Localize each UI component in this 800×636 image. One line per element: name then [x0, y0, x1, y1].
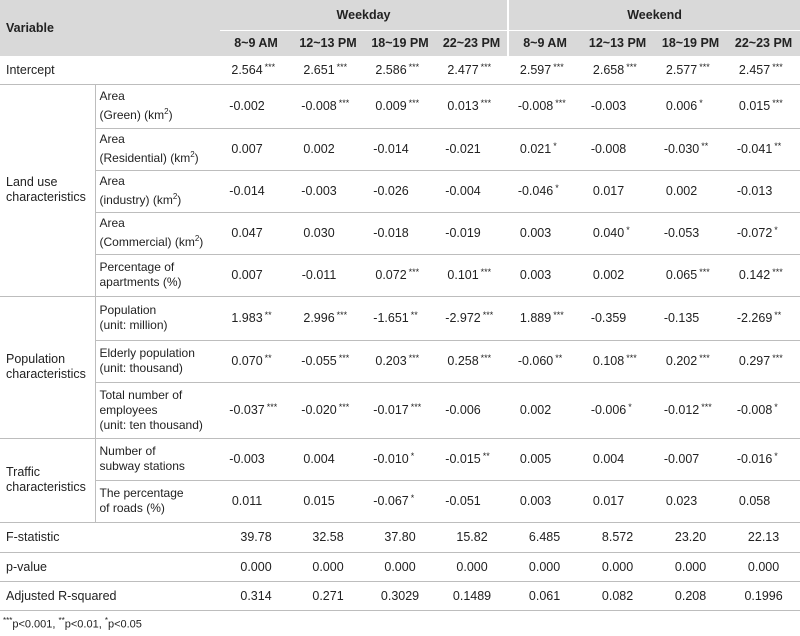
- significance-mark: ***: [626, 353, 637, 363]
- stat-value: 8.572: [581, 522, 654, 552]
- coefficient-value: -0.012: [663, 403, 700, 417]
- coefficient-value: 0.002: [519, 403, 552, 417]
- stat-value: 0.208: [654, 581, 727, 610]
- coefficient-value: 0.005: [519, 452, 552, 466]
- coefficient-cell: [364, 480, 436, 522]
- coefficient-value: 0.070: [231, 354, 263, 368]
- time-header: 12~13 PM: [581, 30, 654, 56]
- stat-value: 0.1489: [436, 581, 508, 610]
- coefficient-cell: [581, 56, 654, 84]
- coefficient-cell: [727, 340, 800, 382]
- significance-mark: *: [699, 98, 703, 108]
- coefficient-value: -0.003: [229, 452, 265, 466]
- coefficient-value: -0.135: [663, 311, 700, 325]
- time-header: 12~13 PM: [292, 30, 364, 56]
- coefficient-cell: [581, 480, 654, 522]
- coefficient-cell: [508, 340, 581, 382]
- significance-mark: *: [410, 493, 415, 503]
- coefficient-value: -0.030: [663, 142, 700, 156]
- significance-mark: *: [555, 183, 559, 193]
- significance-mark: ***: [701, 402, 712, 412]
- category-label: Traffic characteristics: [0, 438, 95, 522]
- variable-label: Percentage of apartments (%): [95, 254, 220, 296]
- coefficient-value: 2.477: [447, 62, 479, 77]
- time-header: 18~19 PM: [364, 30, 436, 56]
- coefficient-cell: [508, 84, 581, 128]
- coefficient-value: -0.017: [373, 403, 409, 417]
- coefficient-cell: [727, 254, 800, 296]
- coefficient-cell: [727, 438, 800, 480]
- coefficient-cell: [436, 212, 508, 254]
- coefficient-value: -0.014: [229, 184, 265, 198]
- coefficient-value: -0.055: [301, 354, 337, 368]
- coefficient-cell: [364, 296, 436, 340]
- stat-value: 0.3029: [364, 581, 436, 610]
- coefficient-value: 0.108: [592, 354, 625, 368]
- significance-mark: **: [774, 310, 782, 320]
- coefficient-value: 0.017: [592, 184, 625, 198]
- stat-value: 0.000: [220, 552, 292, 581]
- coefficient-value: 2.457: [738, 62, 771, 77]
- coefficient-value: 0.021: [519, 142, 552, 156]
- coefficient-cell: [364, 438, 436, 480]
- coefficient-cell: [292, 84, 364, 128]
- significance-mark: ***: [626, 61, 637, 72]
- coefficient-cell: [364, 212, 436, 254]
- stat-value: 0.000: [292, 552, 364, 581]
- coefficient-cell: [654, 382, 727, 438]
- significance-mark: ***: [699, 353, 710, 363]
- significance-mark: *: [628, 402, 632, 412]
- significance-mark: ***: [699, 61, 710, 72]
- coefficient-value: 0.009: [375, 99, 407, 113]
- coefficient-cell: [436, 296, 508, 340]
- significance-mark: ***: [480, 353, 492, 363]
- coefficient-cell: [364, 128, 436, 170]
- coefficient-cell: [220, 340, 292, 382]
- significance-mark: ***: [553, 310, 564, 320]
- coefficient-value: 0.003: [519, 268, 552, 282]
- coefficient-cell: [220, 56, 292, 84]
- coefficient-cell: [508, 438, 581, 480]
- coefficient-cell: [436, 170, 508, 212]
- table-row: [0, 296, 800, 340]
- category-label: Population characteristics: [0, 296, 95, 438]
- stat-value: 0.000: [654, 552, 727, 581]
- coefficient-cell: [220, 296, 292, 340]
- time-header: 18~19 PM: [654, 30, 727, 56]
- coefficient-cell: [292, 56, 364, 84]
- coefficient-value: 0.003: [519, 226, 552, 240]
- category-label: Land use characteristics: [0, 84, 95, 296]
- significance-mark: **: [264, 310, 272, 320]
- coefficient-value: 0.023: [665, 494, 698, 508]
- coefficient-cell: [654, 84, 727, 128]
- coefficient-value: -0.051: [445, 494, 481, 508]
- significance-mark: **: [264, 353, 272, 363]
- coefficient-cell: [364, 56, 436, 84]
- coefficient-value: 0.002: [303, 142, 335, 156]
- stat-value: 0.082: [581, 581, 654, 610]
- coefficient-value: -0.007: [663, 452, 700, 466]
- coefficient-value: 2.597: [519, 62, 552, 77]
- significance-mark: *: [410, 451, 415, 461]
- coefficient-value: -0.011: [301, 268, 337, 282]
- variable-label: The percentage of roads (%): [95, 480, 220, 522]
- coefficient-value: -0.006: [590, 403, 627, 417]
- significance-mark: *: [774, 225, 778, 235]
- coefficient-value: 0.003: [519, 494, 552, 508]
- coefficient-value: -0.006: [445, 403, 481, 417]
- table-row: [0, 212, 800, 254]
- coefficient-value: 1.983: [231, 311, 263, 325]
- coefficient-value: 2.577: [665, 62, 698, 77]
- significance-mark: ***: [410, 402, 422, 412]
- stat-value: 22.13: [727, 522, 800, 552]
- coefficient-cell: [436, 254, 508, 296]
- coefficient-cell: [436, 56, 508, 84]
- significance-mark: ***: [338, 353, 350, 363]
- coefficient-cell: [508, 128, 581, 170]
- significance-mark: *: [774, 451, 778, 461]
- coefficient-cell: [727, 296, 800, 340]
- coefficient-value: -0.053: [663, 226, 700, 240]
- table-row: [0, 552, 800, 581]
- row-label: F-statistic: [0, 522, 220, 552]
- significance-mark: ***: [480, 267, 492, 277]
- coefficient-value: 0.013: [447, 99, 479, 113]
- coefficient-cell: [508, 254, 581, 296]
- coefficient-cell: [727, 480, 800, 522]
- coefficient-cell: [220, 382, 292, 438]
- variable-label: Total number of employees (unit: ten thousand): [95, 382, 220, 438]
- significance-mark: **: [555, 353, 563, 363]
- coefficient-cell: [292, 438, 364, 480]
- significance-mark: ***: [772, 267, 783, 277]
- significance-mark: *: [626, 225, 630, 235]
- coefficient-cell: [581, 84, 654, 128]
- coefficient-value: 0.006: [665, 99, 698, 113]
- coefficient-cell: [727, 84, 800, 128]
- coefficient-value: 0.030: [303, 226, 335, 240]
- coefficient-cell: [292, 480, 364, 522]
- coefficient-cell: [364, 340, 436, 382]
- significance-mark: **: [410, 310, 418, 320]
- coefficient-cell: [508, 382, 581, 438]
- coefficient-value: 0.258: [447, 354, 479, 368]
- coefficient-cell: [436, 382, 508, 438]
- coefficient-value: -0.003: [590, 99, 627, 113]
- coefficient-value: -0.002: [229, 99, 265, 113]
- significance-mark: ***: [772, 353, 783, 363]
- coefficient-cell: [581, 438, 654, 480]
- coefficient-value: -2.972: [445, 311, 481, 325]
- stat-value: 0.271: [292, 581, 364, 610]
- coefficient-value: -0.014: [373, 142, 409, 156]
- stat-value: 0.314: [220, 581, 292, 610]
- coefficient-cell: [292, 212, 364, 254]
- coefficient-value: -0.013: [736, 184, 773, 198]
- coefficient-value: 2.996: [303, 311, 335, 325]
- coefficient-cell: [581, 340, 654, 382]
- weekend-header: Weekend: [508, 0, 800, 30]
- coefficient-value: -0.004: [445, 184, 481, 198]
- significance-mark: ***: [555, 98, 566, 108]
- variable-label: Area (Commercial) $(km^2)$: [95, 212, 220, 254]
- stat-value: 0.000: [364, 552, 436, 581]
- coefficient-cell: [581, 128, 654, 170]
- coefficient-value: -0.015: [445, 452, 481, 466]
- stat-value: 0.000: [727, 552, 800, 581]
- coefficient-value: 0.015: [303, 494, 335, 508]
- coefficient-value: 0.297: [738, 354, 771, 368]
- coefficient-value: 0.015: [738, 99, 771, 113]
- significance-mark: ***: [408, 98, 420, 108]
- coefficient-value: -0.067: [373, 494, 409, 508]
- variable-label: Elderly population (unit: thousand): [95, 340, 220, 382]
- coefficient-cell: [727, 170, 800, 212]
- stat-value: 0.000: [581, 552, 654, 581]
- table-row: [0, 340, 800, 382]
- significance-mark: ***: [699, 267, 710, 277]
- coefficient-value: -0.016: [736, 452, 773, 466]
- table-row: [0, 128, 800, 170]
- table-row: [0, 522, 800, 552]
- significance-mark: ***: [408, 61, 420, 72]
- coefficient-value: -0.010: [373, 452, 409, 466]
- coefficient-cell: [220, 254, 292, 296]
- coefficient-value: 0.011: [231, 494, 263, 508]
- coefficient-cell: [508, 480, 581, 522]
- coefficient-cell: [436, 480, 508, 522]
- coefficient-cell: [654, 170, 727, 212]
- coefficient-value: -0.021: [445, 142, 481, 156]
- stat-value: 32.58: [292, 522, 364, 552]
- significance-mark: **: [482, 451, 490, 461]
- stat-value: 23.20: [654, 522, 727, 552]
- coefficient-cell: [220, 438, 292, 480]
- coefficient-value: -0.060: [517, 354, 554, 368]
- coefficient-cell: [654, 480, 727, 522]
- coefficient-cell: [220, 84, 292, 128]
- table-row: [0, 254, 800, 296]
- coefficient-cell: [436, 128, 508, 170]
- coefficient-cell: [292, 340, 364, 382]
- coefficient-value: -0.008: [301, 99, 337, 113]
- stat-value: 39.78: [220, 522, 292, 552]
- significance-mark: ***: [408, 267, 420, 277]
- weekday-header: Weekday: [220, 0, 508, 30]
- coefficient-cell: [220, 480, 292, 522]
- table-row: [0, 170, 800, 212]
- coefficient-value: -0.018: [373, 226, 409, 240]
- significance-mark: ***: [336, 310, 348, 320]
- coefficient-cell: [220, 170, 292, 212]
- significance-mark: ***: [338, 402, 350, 412]
- coefficient-cell: [436, 340, 508, 382]
- coefficient-value: -0.359: [590, 311, 627, 325]
- coefficient-value: 1.889: [519, 311, 552, 325]
- coefficient-cell: [364, 170, 436, 212]
- variable-label: Population (unit: million): [95, 296, 220, 340]
- significance-mark: **: [701, 141, 709, 151]
- coefficient-cell: [654, 56, 727, 84]
- time-header: 22~23 PM: [727, 30, 800, 56]
- coefficient-value: -0.072: [736, 226, 773, 240]
- table-row: [0, 56, 800, 84]
- coefficient-cell: [436, 84, 508, 128]
- coefficient-value: -0.026: [373, 184, 409, 198]
- significance-mark: ***: [264, 61, 276, 72]
- coefficient-value: -0.008: [736, 403, 773, 417]
- coefficient-value: 0.101: [447, 268, 479, 282]
- coefficient-value: -0.008: [590, 142, 627, 156]
- variable-header: Variable: [0, 0, 220, 56]
- coefficient-cell: [581, 254, 654, 296]
- coefficient-cell: [436, 438, 508, 480]
- time-header: 8~9 AM: [220, 30, 292, 56]
- coefficient-value: 0.202: [665, 354, 698, 368]
- significance-mark: ***: [480, 61, 492, 72]
- coefficient-cell: [292, 128, 364, 170]
- significance-mark: ***: [772, 98, 783, 108]
- coefficient-value: 0.007: [231, 142, 263, 156]
- coefficient-value: -0.008: [517, 99, 554, 113]
- coefficient-cell: [654, 254, 727, 296]
- coefficient-cell: [581, 212, 654, 254]
- significance-mark: ***: [482, 310, 494, 320]
- row-label: p-value: [0, 552, 220, 581]
- table-row: [0, 84, 800, 128]
- significance-mark: ***: [336, 61, 348, 72]
- coefficient-value: -1.651: [373, 311, 409, 325]
- significance-mark: ***: [553, 61, 564, 72]
- coefficient-value: 2.651: [303, 62, 335, 77]
- stat-value: 0.000: [436, 552, 508, 581]
- coefficient-value: 0.017: [592, 494, 625, 508]
- coefficient-cell: [508, 212, 581, 254]
- coefficient-value: -0.037: [229, 403, 265, 417]
- coefficient-value: -0.019: [445, 226, 481, 240]
- stat-value: 6.485: [508, 522, 581, 552]
- coefficient-cell: [508, 56, 581, 84]
- coefficient-value: -0.003: [301, 184, 337, 198]
- coefficient-value: 2.658: [592, 62, 625, 77]
- coefficient-cell: [581, 382, 654, 438]
- coefficient-cell: [727, 56, 800, 84]
- coefficient-cell: [654, 296, 727, 340]
- coefficient-value: -2.269: [736, 311, 773, 325]
- coefficient-cell: [581, 296, 654, 340]
- variable-label: Area (industry) $(km^2)$: [95, 170, 220, 212]
- coefficient-cell: [727, 128, 800, 170]
- coefficient-cell: [292, 382, 364, 438]
- coefficient-value: 0.203: [375, 354, 407, 368]
- stat-value: 37.80: [364, 522, 436, 552]
- coefficient-cell: [292, 296, 364, 340]
- coefficient-cell: [654, 212, 727, 254]
- stat-value: 0.1996: [727, 581, 800, 610]
- coefficient-cell: [727, 212, 800, 254]
- table-row: [0, 480, 800, 522]
- coefficient-value: 0.004: [303, 452, 335, 466]
- row-label: Intercept: [0, 56, 220, 84]
- variable-label: Number of subway stations: [95, 438, 220, 480]
- coefficient-cell: [508, 170, 581, 212]
- time-header: 8~9 AM: [508, 30, 581, 56]
- coefficient-value: -0.020: [301, 403, 337, 417]
- coefficient-cell: [364, 84, 436, 128]
- coefficient-value: 0.072: [375, 268, 407, 282]
- table-row: [0, 581, 800, 610]
- coefficient-cell: [654, 340, 727, 382]
- stat-value: 0.000: [508, 552, 581, 581]
- coefficient-cell: [292, 170, 364, 212]
- coefficient-value: 0.047: [231, 226, 263, 240]
- coefficient-cell: [364, 254, 436, 296]
- coefficient-value: 0.142: [738, 268, 771, 282]
- significance-mark: *: [774, 402, 778, 412]
- significance-mark: ***: [772, 61, 783, 72]
- coefficient-cell: [364, 382, 436, 438]
- coefficient-value: 0.040: [592, 226, 625, 240]
- significance-mark: ***: [480, 98, 492, 108]
- coefficient-cell: [654, 438, 727, 480]
- row-label: Adjusted R-squared: [0, 581, 220, 610]
- coefficient-value: -0.041: [736, 142, 773, 156]
- coefficient-cell: [581, 170, 654, 212]
- table-row: [0, 382, 800, 438]
- coefficient-cell: [508, 296, 581, 340]
- variable-label: Area (Green) $(km^2)$: [95, 84, 220, 128]
- coefficient-value: 0.002: [592, 268, 625, 282]
- coefficient-value: 0.065: [665, 268, 698, 282]
- significance-mark: ***: [266, 402, 278, 412]
- significance-mark: *: [553, 141, 557, 151]
- coefficient-cell: [292, 254, 364, 296]
- coefficient-value: 0.058: [738, 494, 771, 508]
- table-row: [0, 438, 800, 480]
- significance-mark: **: [774, 141, 782, 151]
- variable-label: Area (Residential) $(km^2)$: [95, 128, 220, 170]
- coefficient-value: 2.564: [231, 62, 263, 77]
- coefficient-value: 2.586: [375, 62, 407, 77]
- coefficient-value: 0.002: [665, 184, 698, 198]
- coefficient-value: 0.004: [592, 452, 625, 466]
- coefficient-cell: [654, 128, 727, 170]
- significance-footnote: ***p<0.001, **p<0.01, *p<0.05: [3, 615, 142, 631]
- significance-mark: ***: [338, 98, 350, 108]
- coefficient-cell: [220, 212, 292, 254]
- stat-value: 0.061: [508, 581, 581, 610]
- coefficient-value: 0.007: [231, 268, 263, 282]
- time-header: 22~23 PM: [436, 30, 508, 56]
- significance-mark: ***: [408, 353, 420, 363]
- stat-value: 15.82: [436, 522, 508, 552]
- coefficient-cell: [220, 128, 292, 170]
- coefficient-cell: [727, 382, 800, 438]
- coefficient-value: -0.046: [517, 184, 554, 198]
